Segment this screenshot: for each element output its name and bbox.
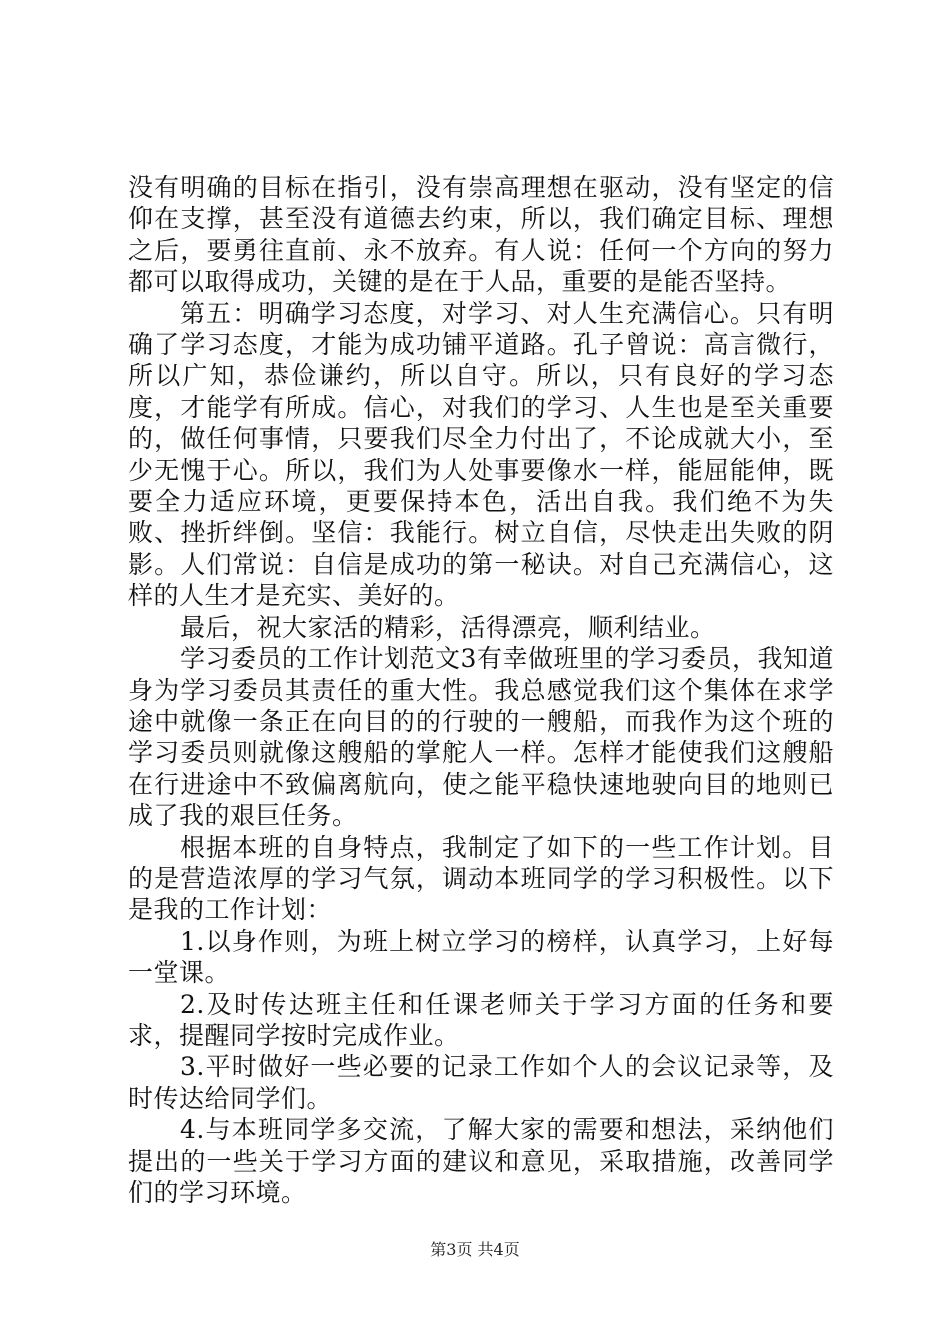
plan-item-2: 2.及时传达班主任和任课老师关于学习方面的任务和要求，提醒同学按时完成作业。 [128, 989, 834, 1050]
paragraph-closing-wish: 最后，祝大家活的精彩，活得漂亮，顺利结业。 [180, 612, 716, 642]
plan-item-4: 4.与本班同学多交流，了解大家的需要和想法，采纳他们提出的一些关于学习方面的建议和意见，采取措施，改善同学们的学习环境。 [128, 1115, 834, 1207]
paragraph-continuation: 没有明确的目标在指引，没有崇高理想在驱动，没有坚定的信仰在支撑，甚至没有道德去约束，所以，我们确定目标、理想之后，要勇往直前、永不放弃。有人说：任何一个方向的努力都可以取得成功，关键的是在于人品，重要的是能否坚持。 [128, 173, 834, 297]
paragraph-fifth-point: 第五：明确学习态度，对学习、对人生充满信心。只有明确了学习态度，才能为成功铺平道路。孔子曾说：高言微行，所以广知，恭俭谦约，所以自守。所以，只有良好的学习态度，才能学有所成。信心，对我们的学习、人生也是至关重要的，做任何事情，只要我们尽全力付出了，不论成就大小，至少无愧于心。所以，我们为人处事要像水一样，能屈能伸，既要全力适应环境，更要保持本色，活出自我。我们绝不为失败、挫折绊倒。坚信：我能行。树立自信，尽快走出失败的阴影。人们常说：自信是成功的第一秘诀。对自己充满信心，这样的人生才是充实、美好的。 [128, 298, 834, 611]
page-number-footer: 第3页 共4页 [430, 1240, 520, 1259]
document-body [128, 172, 834, 1208]
paragraph-plan-intro: 根据本班的自身特点，我制定了如下的一些工作计划。目的是营造浓厚的学习气氛，调动本班同学的学习积极性。以下是我的工作计划： [128, 832, 834, 925]
plan-item-3: 3.平时做好一些必要的记录工作如个人的会议记录等，及时传达给同学们。 [128, 1052, 834, 1113]
paragraph-sample-three-intro: 学习委员的工作计划范文3有幸做班里的学习委员，我知道身为学习委员其责任的重大性。我总感觉我们这个集体在求学途中就像一条正在向目的的行驶的一艘船，而我作为这个班的学习委员则就像这艘船的掌舵人一样。怎样才能使我们这艘船在行进途中不致偏离航向，使之能平稳快速地驶向目的地则已成了我的艰巨任务。 [128, 644, 834, 831]
plan-item-1: 1.以身作则，为班上树立学习的榜样，认真学习，上好每一堂课。 [128, 926, 834, 988]
